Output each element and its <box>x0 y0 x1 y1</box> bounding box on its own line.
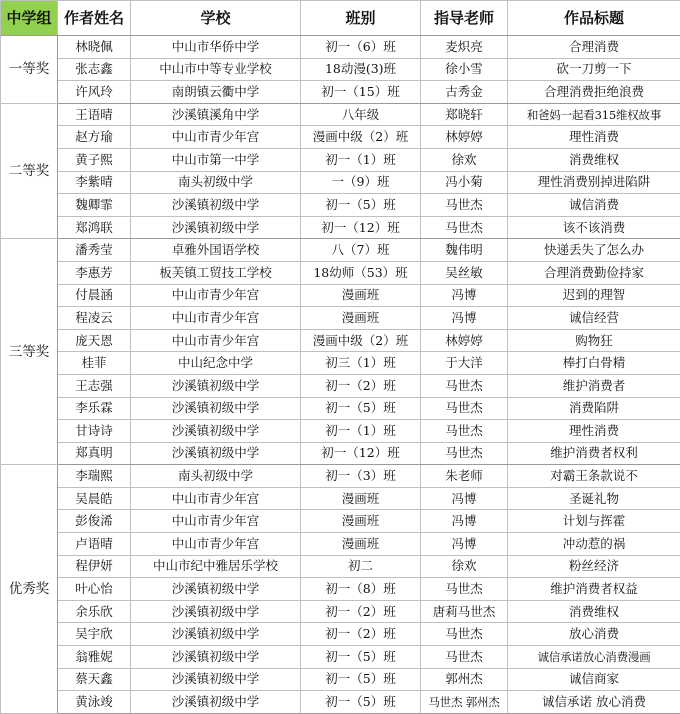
school-cell: 中山市青少年宫 <box>131 126 301 149</box>
author-cell: 王语晴 <box>58 103 131 126</box>
school-cell: 中山市青少年宫 <box>131 307 301 330</box>
table-row <box>1 442 680 465</box>
title-cell: 诚信经营 <box>508 307 680 330</box>
table-row <box>1 487 680 510</box>
title-cell: 诚信商家 <box>508 668 680 691</box>
teacher-cell: 古秀金 <box>421 81 508 104</box>
teacher-cell: 林婷婷 <box>421 329 508 352</box>
class-cell: 初一（15）班 <box>301 81 421 104</box>
title-cell: 消费维权 <box>508 600 680 623</box>
class-cell: 初一（1）班 <box>301 420 421 443</box>
table-row <box>1 148 680 171</box>
author-cell: 黄子熙 <box>58 148 131 171</box>
author-cell: 付晨涵 <box>58 284 131 307</box>
school-cell: 中山市青少年宫 <box>131 284 301 307</box>
teacher-cell: 朱老师 <box>421 465 508 488</box>
prize-level-cell: 一等奖 <box>1 36 58 104</box>
author-cell: 郑真明 <box>58 442 131 465</box>
table-row <box>1 374 680 397</box>
title-cell: 计划与挥霍 <box>508 510 680 533</box>
teacher-cell: 马世杰 <box>421 646 508 669</box>
author-cell: 翁雅妮 <box>58 646 131 669</box>
teacher-cell: 马世杰 <box>421 578 508 601</box>
table-row <box>1 307 680 330</box>
table-body <box>1 36 680 714</box>
school-cell: 南头初级中学 <box>131 465 301 488</box>
table-header <box>1 1 680 36</box>
teacher-cell: 冯博 <box>421 533 508 556</box>
school-cell: 中山市纪中雅居乐学校 <box>131 555 301 578</box>
author-cell: 程伊妍 <box>58 555 131 578</box>
table-row <box>1 239 680 262</box>
table-row <box>1 600 680 623</box>
class-cell: 初一（5）班 <box>301 397 421 420</box>
author-cell: 李乐霖 <box>58 397 131 420</box>
school-cell: 南朗镇云衢中学 <box>131 81 301 104</box>
teacher-cell: 唐莉马世杰 <box>421 600 508 623</box>
school-cell: 中山市青少年宫 <box>131 329 301 352</box>
title-cell: 理性消费 <box>508 420 680 443</box>
title-cell: 合理消费勤俭持家 <box>508 261 680 284</box>
title-cell: 砍一刀剪一下 <box>508 58 680 81</box>
school-cell: 中山纪念中学 <box>131 352 301 375</box>
title-cell: 粉丝经济 <box>508 555 680 578</box>
class-cell: 初一（5）班 <box>301 668 421 691</box>
class-cell: 漫画中级（2）班 <box>301 329 421 352</box>
header-row <box>1 1 680 36</box>
teacher-cell: 马世杰 <box>421 216 508 239</box>
author-cell: 黄泳竣 <box>58 691 131 714</box>
header-title: 作品标题 <box>508 1 680 36</box>
teacher-cell: 马世杰 <box>421 420 508 443</box>
school-cell: 南头初级中学 <box>131 171 301 194</box>
table-row <box>1 420 680 443</box>
author-cell: 李瑞熙 <box>58 465 131 488</box>
header-school: 学校 <box>131 1 301 36</box>
table-row <box>1 103 680 126</box>
teacher-cell: 徐欢 <box>421 555 508 578</box>
school-cell: 沙溪镇初级中学 <box>131 442 301 465</box>
teacher-cell: 马世杰 <box>421 194 508 217</box>
table-row <box>1 58 680 81</box>
table-row <box>1 397 680 420</box>
author-cell: 林晓佩 <box>58 36 131 59</box>
class-cell: 漫画班 <box>301 307 421 330</box>
teacher-cell: 郑晓轩 <box>421 103 508 126</box>
title-cell: 诚信承诺放心消费漫画 <box>508 646 680 669</box>
teacher-cell: 冯博 <box>421 510 508 533</box>
title-cell: 合理消费拒绝浪费 <box>508 81 680 104</box>
school-cell: 沙溪镇初级中学 <box>131 668 301 691</box>
class-cell: 初一（5）班 <box>301 194 421 217</box>
table-row <box>1 578 680 601</box>
author-cell: 张志鑫 <box>58 58 131 81</box>
table-row <box>1 126 680 149</box>
title-cell: 迟到的理智 <box>508 284 680 307</box>
author-cell: 彭俊浠 <box>58 510 131 533</box>
teacher-cell: 吴丝敏 <box>421 261 508 284</box>
table-row <box>1 329 680 352</box>
class-cell: 初一（2）班 <box>301 623 421 646</box>
school-cell: 沙溪镇溪角中学 <box>131 103 301 126</box>
class-cell: 初一（3）班 <box>301 465 421 488</box>
table-row <box>1 623 680 646</box>
author-cell: 赵方瑜 <box>58 126 131 149</box>
class-cell: 初二 <box>301 555 421 578</box>
class-cell: 18幼师（53）班 <box>301 261 421 284</box>
teacher-cell: 林婷婷 <box>421 126 508 149</box>
author-cell: 李紫晴 <box>58 171 131 194</box>
school-cell: 沙溪镇初级中学 <box>131 646 301 669</box>
class-cell: 18动漫(3)班 <box>301 58 421 81</box>
title-cell: 购物狂 <box>508 329 680 352</box>
title-cell: 诚信消费 <box>508 194 680 217</box>
table-row <box>1 352 680 375</box>
class-cell: 初一（8）班 <box>301 578 421 601</box>
school-cell: 沙溪镇初级中学 <box>131 623 301 646</box>
class-cell: 漫画班 <box>301 533 421 556</box>
table-row <box>1 261 680 284</box>
class-cell: 初三（1）班 <box>301 352 421 375</box>
author-cell: 魏卿霏 <box>58 194 131 217</box>
school-cell: 中山市中等专业学校 <box>131 58 301 81</box>
class-cell: 初一（6）班 <box>301 36 421 59</box>
school-cell: 沙溪镇初级中学 <box>131 420 301 443</box>
author-cell: 蔡天鑫 <box>58 668 131 691</box>
table-row <box>1 216 680 239</box>
school-cell: 板芙镇工贸技工学校 <box>131 261 301 284</box>
teacher-cell: 马世杰 <box>421 397 508 420</box>
header-author: 作者姓名 <box>58 1 131 36</box>
title-cell: 棒打白骨精 <box>508 352 680 375</box>
title-cell: 理性消费 <box>508 126 680 149</box>
teacher-cell: 冯博 <box>421 487 508 510</box>
class-cell: 初一（5）班 <box>301 691 421 714</box>
author-cell: 潘秀莹 <box>58 239 131 262</box>
title-cell: 该不该消费 <box>508 216 680 239</box>
title-cell: 消费维权 <box>508 148 680 171</box>
school-cell: 沙溪镇初级中学 <box>131 691 301 714</box>
table-row <box>1 465 680 488</box>
header-class: 班别 <box>301 1 421 36</box>
title-cell: 维护消费者权利 <box>508 442 680 465</box>
title-cell: 诚信承诺 放心消费 <box>508 691 680 714</box>
school-cell: 沙溪镇初级中学 <box>131 600 301 623</box>
table-row <box>1 36 680 59</box>
teacher-cell: 马世杰 <box>421 442 508 465</box>
author-cell: 郑鸿联 <box>58 216 131 239</box>
teacher-cell: 冯小菊 <box>421 171 508 194</box>
table-row <box>1 555 680 578</box>
teacher-cell: 冯博 <box>421 284 508 307</box>
prize-level-cell: 优秀奖 <box>1 465 58 714</box>
title-cell: 维护消费者权益 <box>508 578 680 601</box>
class-cell: 漫画中级（2）班 <box>301 126 421 149</box>
school-cell: 卓雅外国语学校 <box>131 239 301 262</box>
author-cell: 许风玲 <box>58 81 131 104</box>
class-cell: 八（7）班 <box>301 239 421 262</box>
class-cell: 初一（12）班 <box>301 216 421 239</box>
school-cell: 中山市青少年宫 <box>131 510 301 533</box>
title-cell: 对霸王条款说不 <box>508 465 680 488</box>
author-cell: 甘诗诗 <box>58 420 131 443</box>
school-cell: 沙溪镇初级中学 <box>131 578 301 601</box>
teacher-cell: 冯博 <box>421 307 508 330</box>
table-row <box>1 171 680 194</box>
title-cell: 冲动惹的祸 <box>508 533 680 556</box>
author-cell: 余乐欣 <box>58 600 131 623</box>
title-cell: 维护消费者 <box>508 374 680 397</box>
author-cell: 卢语晴 <box>58 533 131 556</box>
title-cell: 消费陷阱 <box>508 397 680 420</box>
teacher-cell: 马世杰 <box>421 623 508 646</box>
title-cell: 快递丢失了怎么办 <box>508 239 680 262</box>
school-cell: 中山市华侨中学 <box>131 36 301 59</box>
school-cell: 中山市青少年宫 <box>131 533 301 556</box>
author-cell: 庞天恩 <box>58 329 131 352</box>
author-cell: 王志强 <box>58 374 131 397</box>
author-cell: 桂菲 <box>58 352 131 375</box>
school-cell: 沙溪镇初级中学 <box>131 374 301 397</box>
class-cell: 初一（12）班 <box>301 442 421 465</box>
left-border <box>0 0 1 714</box>
author-cell: 李惠芳 <box>58 261 131 284</box>
teacher-cell: 魏伟明 <box>421 239 508 262</box>
teacher-cell: 麦炽亮 <box>421 36 508 59</box>
table-row <box>1 81 680 104</box>
class-cell: 初一（2）班 <box>301 600 421 623</box>
teacher-cell: 马世杰 <box>421 374 508 397</box>
table-row <box>1 284 680 307</box>
teacher-cell: 于大洋 <box>421 352 508 375</box>
title-cell: 和爸妈一起看315维权故事 <box>508 103 680 126</box>
header-teacher: 指导老师 <box>421 1 508 36</box>
class-cell: 初一（2）班 <box>301 374 421 397</box>
header-group: 中学组 <box>1 1 58 36</box>
author-cell: 程凌云 <box>58 307 131 330</box>
class-cell: 八年级 <box>301 103 421 126</box>
table-row <box>1 668 680 691</box>
school-cell: 中山市青少年宫 <box>131 487 301 510</box>
title-cell: 圣诞礼物 <box>508 487 680 510</box>
table-row <box>1 646 680 669</box>
school-cell: 中山市第一中学 <box>131 148 301 171</box>
prize-level-cell: 三等奖 <box>1 239 58 465</box>
title-cell: 理性消费别掉进陷阱 <box>508 171 680 194</box>
author-cell: 叶心怡 <box>58 578 131 601</box>
author-cell: 吴晨皓 <box>58 487 131 510</box>
class-cell: 漫画班 <box>301 487 421 510</box>
author-cell: 吴宇欣 <box>58 623 131 646</box>
teacher-cell: 徐小雪 <box>421 58 508 81</box>
prize-level-cell: 二等奖 <box>1 103 58 239</box>
class-cell: 漫画班 <box>301 284 421 307</box>
school-cell: 沙溪镇初级中学 <box>131 397 301 420</box>
teacher-cell: 马世杰 郭州杰 <box>421 691 508 714</box>
teacher-cell: 郭州杰 <box>421 668 508 691</box>
title-cell: 合理消费 <box>508 36 680 59</box>
class-cell: 漫画班 <box>301 510 421 533</box>
class-cell: 初一（1）班 <box>301 148 421 171</box>
table-row <box>1 691 680 714</box>
table-row <box>1 533 680 556</box>
table-row <box>1 510 680 533</box>
class-cell: 一（9）班 <box>301 171 421 194</box>
school-cell: 沙溪镇初级中学 <box>131 194 301 217</box>
school-cell: 沙溪镇初级中学 <box>131 216 301 239</box>
table-row <box>1 194 680 217</box>
teacher-cell: 徐欢 <box>421 148 508 171</box>
class-cell: 初一（5）班 <box>301 646 421 669</box>
title-cell: 放心消费 <box>508 623 680 646</box>
